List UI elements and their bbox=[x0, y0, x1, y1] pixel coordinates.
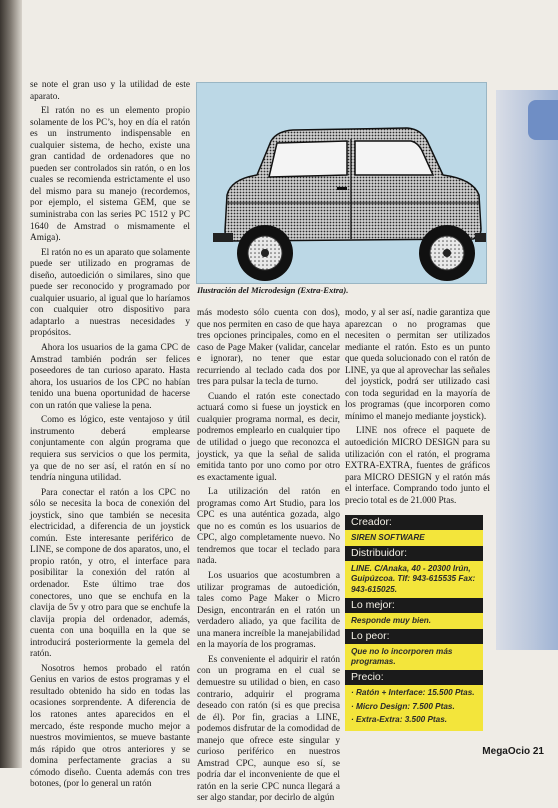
paragraph: modo, y al ser así, nadie garantiza que aparezcan o no programas que necesiten o permitan ser utilizados mediante el ratón. Esto es un punto que queda solucionado con el ratón de LINE, ya que al aprovechar las señales del joystick, podrá ser utilizado casi con toda seguridad en la mayoría de los programas (que incorporen como mínimo el manejo mediante joystick). bbox=[345, 308, 490, 422]
paragraph: Para conectar el ratón a los CPC no sólo se necesita la boca de conexión del joystick, sino que también se necesita electricidad, a diferencia de un joystick común. Este interesante periférico de LINE, se compone de dos aparatos, uno, el propio ratón, y otro, el interface para posibilitar la conexión del ratón al ordenador. Este último trae dos conectores, uno que se enchufa en la clavija de 5v y otro para que se enchufe la clavija propia del ordenador, además, cuenta con una boquilla en la que se introducirá posteriormente la gemela del ratón. bbox=[30, 487, 190, 660]
page-spine-shadow bbox=[0, 0, 22, 768]
article-column-1 bbox=[30, 80, 190, 794]
lo-peor-header: Lo peor: bbox=[345, 629, 483, 644]
price-item: · Micro Design: 7.500 Ptas. bbox=[351, 701, 455, 711]
creador-header: Creador: bbox=[345, 515, 483, 530]
paragraph: Los usuarios que acostumbren a utilizar programas de autoedición, tales como Page Maker o Micro Design, encontrarán en el ratón un verdadero aliado, ya que facilita de una manera increíble la manejabilidad en la mayoría de los programas. bbox=[197, 571, 340, 651]
paragraph: Cuando el ratón este conectado actuará como si fuese un joystick en cualquier programa normal, es decir, podremos emplearlo en cualquier tipo de utilidad o juego que reconozca el joystick, ya que la señal de salida emitida tanto por uno como por otro es exactamente igual. bbox=[197, 391, 340, 483]
paragraph: Nosotros hemos probado el ratón Genius en varios de estos programas y el resultado obtenido ha sido en todas las ocasiones sorprendente. A diferencia de los ratones antes aparecidos en el mercado, éste responde mucho mejor a nuestros movimientos, se mueve bastante más rápido que otros anteriores y se domina perfectamente gracias a su cómodo diseño. Cuenta además con tres botones, (por lo general un ratón bbox=[30, 663, 190, 790]
price-item: · Ratón + Interface: 15.500 Ptas. bbox=[351, 688, 475, 698]
distribuidor-value: LINE. C/Anaka, 40 - 20300 Irún, Guipúzcoa. Tlf: 943-615535 Fax: 943-615025. bbox=[345, 561, 483, 598]
creador-value: SIREN SOFTWARE bbox=[345, 530, 483, 546]
precio-list bbox=[345, 685, 483, 731]
figure-caption: Ilustración del Microdesign (Extra-Extra). bbox=[197, 285, 349, 295]
paragraph: LINE nos ofrece el paquete de autoedición MICRO DESIGN para su utilización con el ratón, el programa EXTRA-EXTRA, fuentes de gráficos para MICRO DESIGN y el ratón más el interface. Comprando todo junto el precio total es de 21.000 Ptas. bbox=[345, 426, 490, 506]
page-footer: MegaOcio 21 bbox=[482, 746, 544, 757]
distribuidor-header: Distribuidor: bbox=[345, 546, 483, 561]
car-illustration bbox=[196, 82, 487, 284]
lo-mejor-value: Responde muy bien. bbox=[345, 613, 483, 629]
article-column-2 bbox=[197, 308, 340, 808]
price-item: · Extra-Extra: 3.500 Ptas. bbox=[351, 714, 448, 724]
paragraph: Es conveniente el adquirir el ratón con un programa en el cual se demuestre su utilidad o bien, en caso contrario, adquirir el programa deseado con ratón (si es que precisa de él). Por fin, gracias a LINE, podemos disfrutar de la comodidad de manejo que ofrece este singular y curioso periférico en nuestros Amstrad CPC, aunque eso sí, se podría dar el inconveniente de que el ratón en la serie CPC nunca llegará a ser algo standar, por decirlo de algún bbox=[197, 654, 340, 804]
article-column-3 bbox=[345, 308, 490, 510]
side-margin-strip bbox=[496, 90, 558, 650]
lo-peor-value: Que no lo incorporen más programas. bbox=[345, 644, 483, 670]
paragraph: se note el gran uso y la utilidad de este aparato. bbox=[30, 80, 190, 102]
paragraph: Como es lógico, este ventajoso y útil instrumento deberá emplearse conjuntamente con algún programa que requiera sus servicios o que los permita, ya que de no ser así, el ratón en sí no tendría ninguna utilidad. bbox=[30, 415, 190, 484]
side-tab-graphic bbox=[528, 100, 558, 140]
paragraph: El ratón no es un aparato que solamente puede ser utilizado en programas de diseño, autoedición o similares, sino que puede ser reconocido y programado por cualquier usuario, al igual que lo haríamos con cualquier otro dispositivo para adaptarlo a nuestras necesidades y propósitos. bbox=[30, 247, 190, 339]
paragraph: Ahora los usuarios de la gama CPC de Amstrad también podrán ser felices poseedores de tan curioso aparato. Hasta ahora, los usuarios de los CPC no habían tenido una buena oportunidad de hacerse con un ratón que valiese la pena. bbox=[30, 343, 190, 411]
paragraph: La utilización del ratón en programas como Art Studio, para los CPC es una auténtica gozada, algo que no es común es los usuarios de CPC, algo completamente nuevo. No tendremos que tocar el teclado para nada. bbox=[197, 487, 340, 567]
mini-car-drawing bbox=[197, 83, 486, 283]
precio-header: Precio: bbox=[345, 670, 483, 685]
paragraph: más modesto sólo cuenta con dos), que nos permiten en caso de que haya tres opciones principales, como en el caso de Page Maker (validar, cancelar e ignorar), no tener que estar recurriendo al teclado cada dos por tres para pulsar la tecla de turno. bbox=[197, 308, 340, 388]
paragraph: El ratón no es un elemento propio solamente de los PC’s, hoy en día el ratón es un instrumento indispensable en cualquier sistema, de hecho, existe una gran cantidad de ordenadores que no pueden ser controlados sin ratón, o en los cuales se recomienda estrictamente el uso del mismo para su manejo (recordemos, por ejemplo, el sistema GEM, que se suministraba con las series PC 1512 y PC 1640 de Amstrad o mismamente el Amiga). bbox=[30, 106, 190, 244]
lo-mejor-header: Lo mejor: bbox=[345, 598, 483, 613]
info-box bbox=[345, 515, 483, 731]
